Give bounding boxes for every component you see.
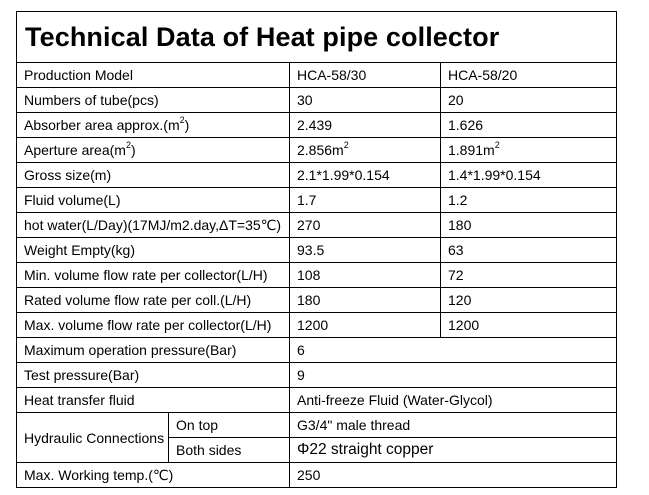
- row-label: Aperture $area(m^2)$: [17, 138, 290, 163]
- row-value-b: 180: [441, 213, 617, 238]
- row-value-b: $1.891m^2$: [441, 138, 617, 163]
- row-label: Test pressure(Bar): [17, 363, 290, 388]
- hydraulic-both-sides-label: Both sides: [169, 438, 290, 463]
- row-value-shared: Anti-freeze Fluid (Water-Glycol): [290, 388, 617, 413]
- row-label: Numbers of tube(pcs): [17, 88, 290, 113]
- table-row: [17, 113, 617, 138]
- row-value-a: 93.5: [290, 238, 441, 263]
- table-row: [17, 263, 617, 288]
- row-label: Min. volume flow rate per collector(L/H): [17, 263, 290, 288]
- table-row: [17, 213, 617, 238]
- row-label: Absorber area $approx.(m^2)$: [17, 113, 290, 138]
- row-value-b: 72: [441, 263, 617, 288]
- row-label: Max. Working temp.(℃): [17, 463, 290, 488]
- row-value-a: 2.439: [290, 113, 441, 138]
- row-value-b: 20: [441, 88, 617, 113]
- row-value-b: 1.2: [441, 188, 617, 213]
- hydraulic-on-top-label: On top: [169, 413, 290, 438]
- row-value-b: 63: [441, 238, 617, 263]
- row-value-shared: 6: [290, 338, 617, 363]
- row-value-a: 108: [290, 263, 441, 288]
- row-value-a: 2.1*1.99*0.154: [290, 163, 441, 188]
- table-row: [17, 138, 617, 163]
- title-row: [17, 12, 617, 63]
- table-title: Technical Data of Heat pipe collector: [17, 12, 617, 63]
- row-label: Maximum operation pressure(Bar): [17, 338, 290, 363]
- hydraulic-connections-label: Hydraulic Connections: [17, 413, 169, 463]
- technical-data-table: [16, 11, 617, 488]
- header-row: [17, 63, 617, 88]
- header-model-a: HCA-58/30: [290, 63, 441, 88]
- row-value-b: 1200: [441, 313, 617, 338]
- table-row: [17, 288, 617, 313]
- header-label: Production Model: [17, 63, 290, 88]
- row-value-b: 1.626: [441, 113, 617, 138]
- hydraulic-on-top-value: G3/4" male thread: [290, 413, 617, 438]
- row-label: Weight Empty(kg): [17, 238, 290, 263]
- table-row: [17, 238, 617, 263]
- row-value-shared: 250: [290, 463, 617, 488]
- row-value-shared: 9: [290, 363, 617, 388]
- row-label: Rated volume flow rate per coll.(L/H): [17, 288, 290, 313]
- table-row: [17, 463, 617, 488]
- table-row: [17, 313, 617, 338]
- row-label: Gross size(m): [17, 163, 290, 188]
- row-value-a: 270: [290, 213, 441, 238]
- tech-data-sheet: [16, 11, 616, 488]
- row-label: hot water(L/Day)(17MJ/m2.day,ΔT=35℃): [17, 213, 290, 238]
- table-row: [17, 388, 617, 413]
- row-value-a: 1200: [290, 313, 441, 338]
- row-value-b: 1.4*1.99*0.154: [441, 163, 617, 188]
- row-value-a: $2.856m^2$: [290, 138, 441, 163]
- table-row: [17, 188, 617, 213]
- hydraulic-both-sides-value: Φ22 straight copper: [290, 438, 617, 463]
- row-value-a: 1.7: [290, 188, 441, 213]
- table-row: [17, 88, 617, 113]
- row-label: Fluid volume(L): [17, 188, 290, 213]
- table-row: [17, 338, 617, 363]
- table-row: [17, 163, 617, 188]
- row-label: Heat transfer fluid: [17, 388, 290, 413]
- row-label: Max. volume flow rate per collector(L/H): [17, 313, 290, 338]
- header-model-b: HCA-58/20: [441, 63, 617, 88]
- row-value-a: 30: [290, 88, 441, 113]
- table-row: [17, 363, 617, 388]
- row-value-b: 120: [441, 288, 617, 313]
- hydraulic-row-top: [17, 413, 617, 438]
- row-value-a: 180: [290, 288, 441, 313]
